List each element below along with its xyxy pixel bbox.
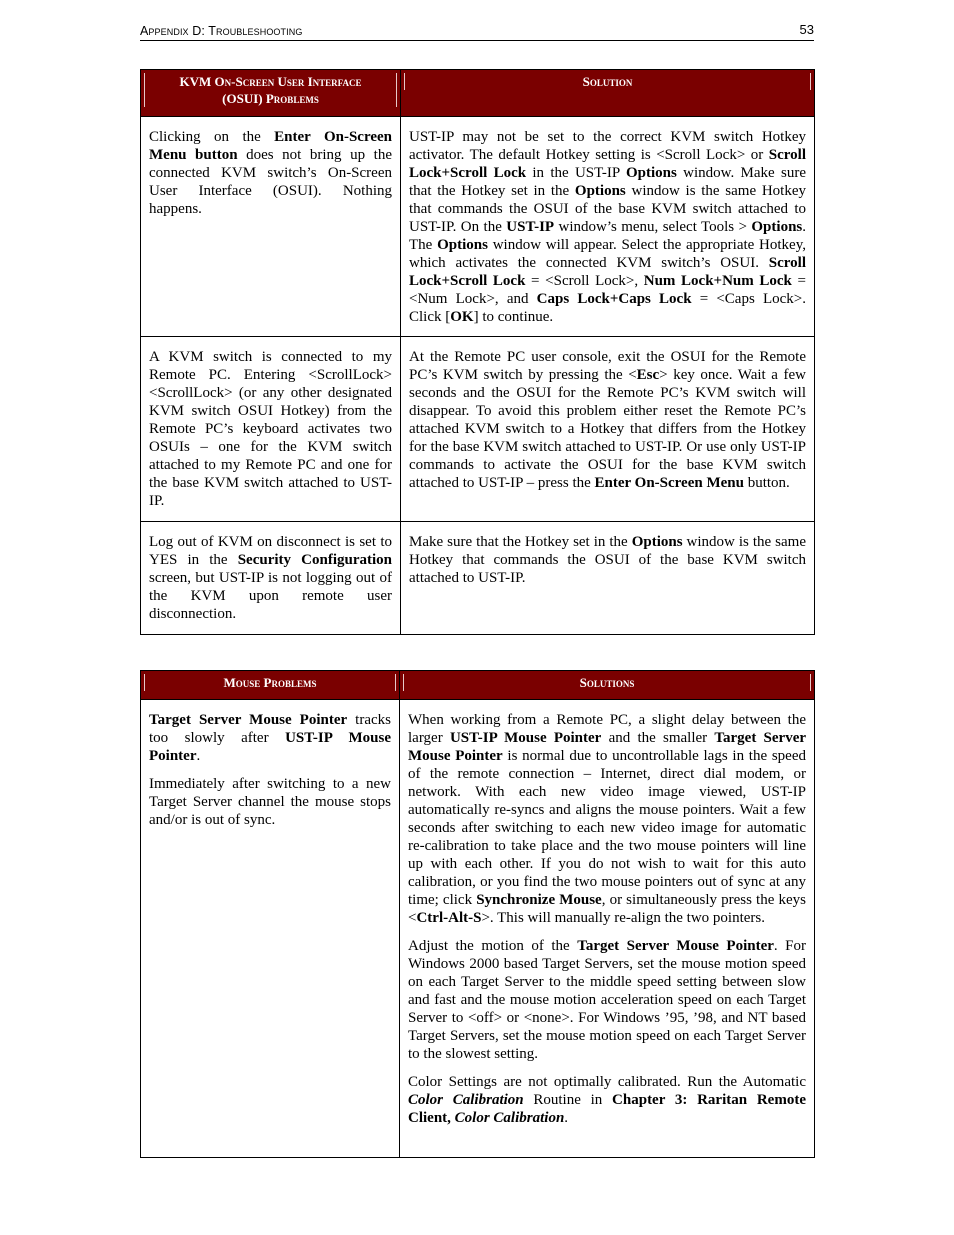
column-header-problems-line1: KVM On-Screen User Interface xyxy=(179,74,362,89)
problem-cell xyxy=(141,700,400,1158)
table-row xyxy=(141,700,815,1158)
solution-paragraph: Color Settings are not optimally calibrated. Run the Automatic Color Calibration Routine in Chapter 3: Raritan Remote Client, Color Calibration. xyxy=(408,1074,806,1126)
table-row xyxy=(141,522,815,635)
solution-cell xyxy=(400,700,815,1158)
solution-cell: Make sure that the Hotkey set in the Options window is the same Hotkey that commands the OSUI of the base KVM switch attached to UST-IP. xyxy=(401,522,815,635)
page-number: 53 xyxy=(799,22,814,37)
problem-cell: A KVM switch is connected to my Remote PC. Entering <ScrollLock> <ScrollLock> (or any other designated KVM switch OSUI Hotkey) from the Remote PC’s keyboard activates two OSUIs – one for the KVM switch attached to my Remote PC and one for the base KVM switch attached to UST-IP. xyxy=(141,337,401,522)
mouse-problems-table xyxy=(140,670,815,1158)
table-row xyxy=(141,117,815,337)
problem-paragraph: Target Server Mouse Pointer tracks too slowly after UST-IP Mouse Pointer. xyxy=(149,712,391,764)
solution-cell: At the Remote PC user console, exit the OSUI for the Remote PC’s KVM switch by pressing the <Esc> key once. Wait a few seconds and the OSUI for the Remote PC’s KVM switch will disappear. To avoid this problem either reset the Remote PC’s attached KVM switch to a Hotkey that differs from the Hotkey for the base KVM switch attached to UST-IP. Or use only UST-IP commands to activate the OSUI for the base KVM switch attached to UST-IP – press the Enter On-Screen Menu button. xyxy=(401,337,815,522)
table-header-row xyxy=(141,671,815,700)
section-title: Appendix D: Troubleshooting xyxy=(140,24,303,38)
column-header-solutions-label: Solutions xyxy=(579,675,635,690)
column-header-solution-label: Solution xyxy=(582,74,633,89)
solution-cell: UST-IP may not be set to the correct KVM switch Hotkey activator. The default Hotkey setting is <Scroll Lock> or Scroll Lock+Scroll Lock in the UST-IP Options window. Make sure that the Hotkey set in the Options window is the same Hotkey that commands the OSUI of the base KVM switch attached to UST-IP. On the UST-IP window’s menu, select Tools > Options. The Options window will appear. Select the appropriate Hotkey, which activates the connected KVM switch’s OSUI. Scroll Lock+Scroll Lock = <Scroll Lock>, Num Lock+Num Lock = <Num Lock>, and Caps Lock+Caps Lock = <Caps Lock>. Click [OK] to continue. xyxy=(401,117,815,337)
kvm-osui-problems-table xyxy=(140,69,815,635)
problem-cell: Clicking on the Enter On-Screen Menu button does not bring up the connected KVM switch’s On-Screen User Interface (OSUI). Nothing happens. xyxy=(141,117,401,337)
column-header-mouse-problems xyxy=(141,671,400,700)
column-header-solution xyxy=(401,70,815,117)
table-row xyxy=(141,337,815,522)
running-header xyxy=(140,22,814,41)
solution-paragraph: Adjust the motion of the Target Server Mouse Pointer. For Windows 2000 based Target Servers, set the mouse motion speed on each Target Server to the middle speed setting between slow and fast and the mouse motion acceleration speed on each Target Server to <off> or <none>. For Windows ’95, ’98, and NT based Target Servers, set the mouse motion speed on each Target Server to the slowest setting. xyxy=(408,938,807,1062)
problem-paragraph: Immediately after switching to a new Target Server channel the mouse stops and/or is out of sync. xyxy=(149,776,391,828)
problem-cell: Log out of KVM on disconnect is set to YES in the Security Configuration screen, but UST-IP is not logging out of the KVM upon remote user disconnection. xyxy=(141,522,401,635)
column-header-problems-line2: (OSUI) Problems xyxy=(222,91,319,106)
table-header-row xyxy=(141,70,815,117)
column-header-problems xyxy=(141,70,401,117)
column-header-mouse-problems-label: Mouse Problems xyxy=(223,675,317,690)
column-header-solutions xyxy=(400,671,815,700)
solution-paragraph: When working from a Remote PC, a slight delay between the larger UST-IP Mouse Pointer and the smaller Target Server Mouse Pointer is normal due to uncontrollable lags in the speed of the remote connection – Internet, direct dial modem, or network. With each new video image viewed, UST-IP automatically re-syncs and aligns the mouse pointers. Wait a few seconds after switching to each new video image for automatic re-calibration to take place and the two mouse pointers will line up with each other. If you do not wish to wait for this auto calibration, or you find the two mouse pointers out of sync at any time; click Synchronize Mouse, or simultaneously press the keys <Ctrl-Alt-S>. This will manually re-align the two pointers. xyxy=(408,712,807,926)
